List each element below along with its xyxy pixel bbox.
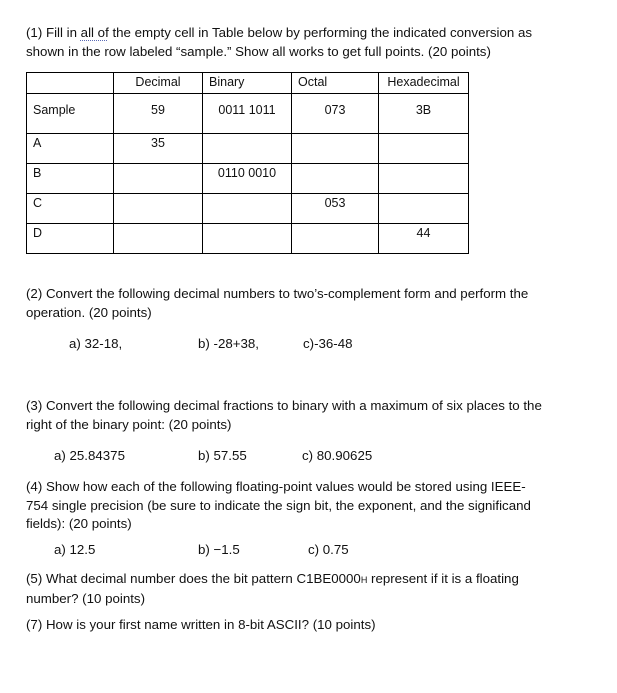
row-label: B — [27, 164, 114, 194]
q1-line2: shown in the row labeled “sample.” Show all works to get full points. (20 points) — [26, 43, 491, 59]
question-5-text — [26, 570, 589, 608]
q1-prefix: (1) Fill in — [26, 25, 81, 40]
q2-option-c: c)-36-48 — [303, 336, 353, 351]
q3-option-a: a) 25.84375 — [54, 448, 125, 463]
q4-option-a: a) 12.5 — [54, 542, 96, 557]
hex-cell[interactable]: 44 — [379, 224, 469, 254]
q2-line2: operation. (20 points) — [26, 304, 152, 320]
conversion-table — [26, 72, 469, 254]
octal-cell[interactable]: 073 — [292, 94, 379, 134]
octal-cell[interactable]: 053 — [292, 194, 379, 224]
q1-dotted-phrase: all of — [80, 25, 109, 40]
binary-cell[interactable] — [203, 224, 292, 254]
octal-cell[interactable] — [292, 134, 379, 164]
hex-cell[interactable] — [379, 134, 469, 164]
question-1-text — [26, 24, 589, 61]
octal-cell[interactable] — [292, 224, 379, 254]
table-header-row — [27, 73, 469, 94]
q4-line3: fields): (20 points) — [26, 516, 132, 531]
decimal-cell[interactable] — [114, 164, 203, 194]
q2-line1: (2) Convert the following decimal numbers to two’s-complement form and perform the — [26, 286, 529, 301]
decimal-cell[interactable]: 35 — [114, 134, 203, 164]
binary-cell[interactable]: 0011 1011 — [203, 94, 292, 134]
header-cell-octal: Octal — [292, 73, 379, 94]
q3-line1: (3) Convert the following decimal fractions to binary with a maximum of six places to the — [26, 398, 542, 413]
table-row-b — [27, 164, 469, 194]
q2-option-b: b) -28+38, — [198, 336, 259, 351]
q7-text: (7) How is your first name written in 8-bit ASCII? (10 points) — [26, 617, 376, 632]
hex-cell[interactable] — [379, 164, 469, 194]
q5-rest: represent if it is a floating — [367, 571, 519, 586]
hex-cell[interactable]: 3B — [379, 94, 469, 134]
q4-option-c: c) 0.75 — [308, 542, 349, 557]
binary-cell[interactable]: 0110 0010 — [203, 164, 292, 194]
row-label: A — [27, 134, 114, 164]
decimal-cell[interactable] — [114, 224, 203, 254]
decimal-cell[interactable] — [114, 194, 203, 224]
q4-line2: 754 single precision (be sure to indicate the sign bit, the exponent, and the significand — [26, 497, 531, 513]
binary-cell[interactable] — [203, 134, 292, 164]
question-4-text — [26, 478, 589, 534]
header-cell — [27, 73, 114, 94]
q4-line1: (4) Show how each of the following floating-point values would be stored using IEEE- — [26, 479, 526, 494]
q1-rest: the empty cell in Table below by performing the indicated conversion as — [108, 25, 533, 40]
decimal-cell[interactable]: 59 — [114, 94, 203, 134]
q3-option-b: b) 57.55 — [198, 448, 247, 463]
octal-cell[interactable] — [292, 164, 379, 194]
header-cell-hexadecimal: Hexadecimal — [379, 73, 469, 94]
row-label: Sample — [27, 94, 114, 134]
q5-prefix: (5) What decimal number does the bit pattern C1BE0000 — [26, 571, 361, 586]
row-label: C — [27, 194, 114, 224]
binary-cell[interactable] — [203, 194, 292, 224]
table-row-sample — [27, 94, 469, 134]
q2-option-a: a) 32-18, — [69, 336, 123, 351]
question-2-text — [26, 285, 589, 322]
q3-line2: right of the binary point: (20 points) — [26, 416, 232, 432]
q4-option-b: b) −1.5 — [198, 542, 240, 557]
row-label: D — [27, 224, 114, 254]
hex-cell[interactable] — [379, 194, 469, 224]
q5-line2: number? (10 points) — [26, 590, 145, 606]
header-cell-binary: Binary — [203, 73, 292, 94]
table-row-d — [27, 224, 469, 254]
table-row-a — [27, 134, 469, 164]
table-row-c — [27, 194, 469, 224]
question-3-text — [26, 397, 589, 434]
q3-option-c: c) 80.90625 — [302, 448, 373, 463]
q5-subscript: H — [360, 575, 368, 585]
header-cell-decimal: Decimal — [114, 73, 203, 94]
question-7-text — [26, 616, 589, 635]
